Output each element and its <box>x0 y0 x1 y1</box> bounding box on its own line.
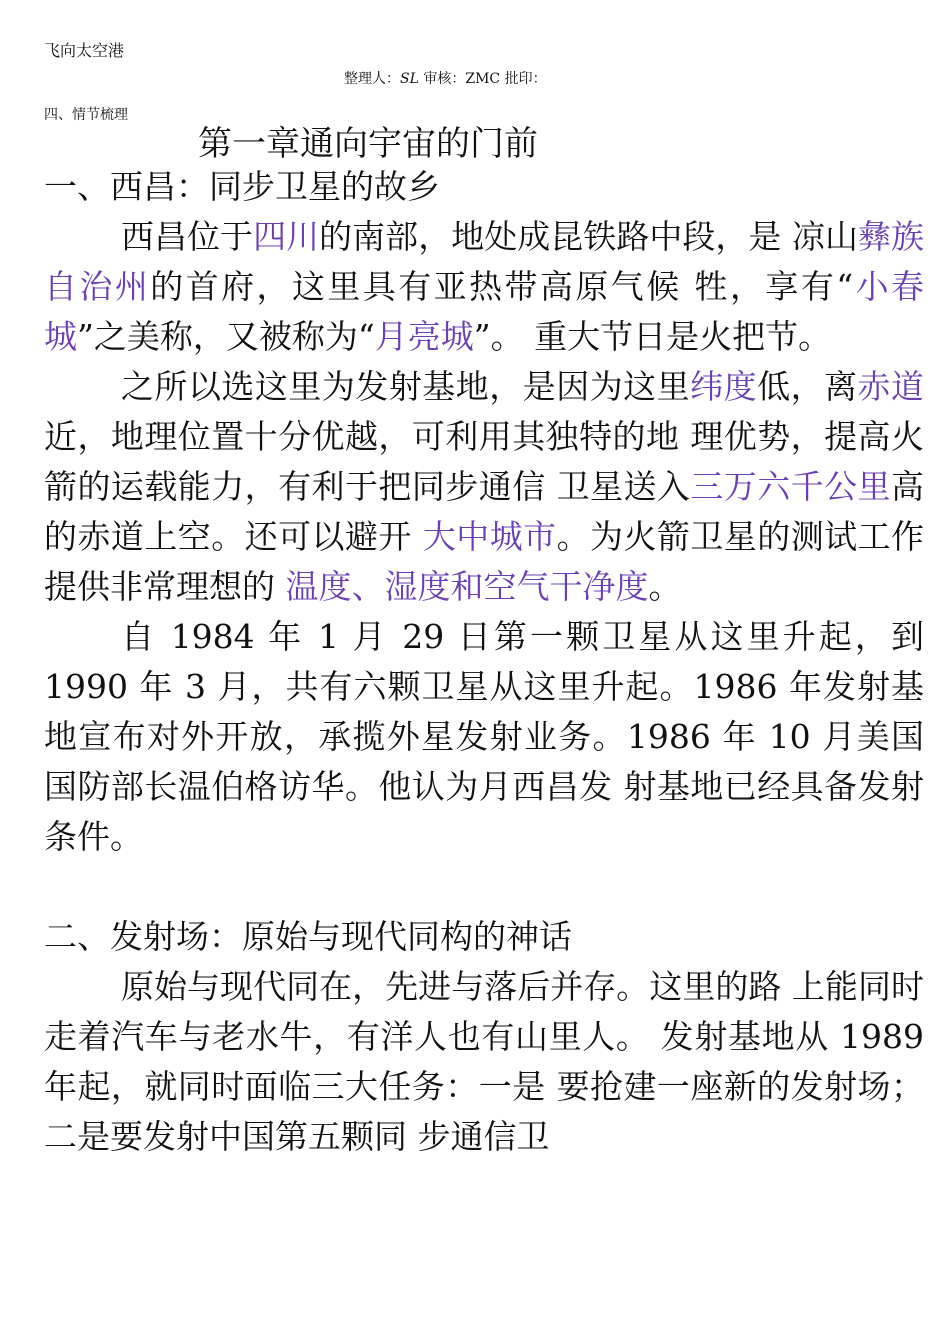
section1-heading: 一、西昌：同步卫星的故乡 <box>44 167 440 206</box>
highlighted-term: 赤道 <box>857 367 925 406</box>
text-run: 。为火箭卫星的测试工作提供非常理想的 <box>44 517 925 606</box>
highlighted-term: 四川 <box>253 217 320 256</box>
highlighted-term: 纬度 <box>690 367 758 406</box>
section2-heading: 二、发射场：原始与现代同构的神话 <box>44 917 572 956</box>
text-run: 低，离 <box>757 367 858 406</box>
section-label: 四、情节梳理 <box>44 107 128 123</box>
editor-meta <box>344 68 547 88</box>
chapter-title: 第一章通向宇宙的门前 <box>198 124 538 164</box>
section1-paragraph-1 <box>44 212 924 362</box>
meta-prefix: 整理人： <box>344 71 400 87</box>
text-run: 的南部，地处成昆铁路中段，是 凉山 <box>319 217 858 256</box>
highlighted-term: 小春城 <box>44 267 925 356</box>
section1-paragraph-3: 自 1984 年 1 月 29 日第一颗卫星从这里升起，到 1990 年 3 月，共有六颗卫星从这里升起。1986 年发射基地宣布对外开放，承揽外星发射业务。1986 年 10 月美国国防部长温伯格访华。他认为月西昌发 射基地已经具备发射条件。 <box>44 617 924 856</box>
text-run: 的首府，这里具有亚热带高原气候 牲，享有“ <box>150 267 854 306</box>
highlighted-term: 三万六千公里 <box>690 467 891 506</box>
highlighted-term: 温度、湿度和空气干净度 <box>285 567 649 606</box>
document-body <box>44 162 924 1162</box>
text-run: ”之美称，又被称为“ <box>77 317 375 356</box>
highlighted-term: 大中城市 <box>422 517 557 556</box>
highlighted-term: 彝族自治州 <box>44 217 925 306</box>
document-title: 飞向太空港 <box>44 41 125 60</box>
text-run: 之所以选这里为发射基地，是因为这里 <box>121 367 691 406</box>
section1-paragraph-2 <box>44 362 924 612</box>
section2-paragraph-1: 原始与现代同在，先进与落后并存。这里的路 上能同时走着汽车与老水牛，有洋人也有山里人。 发射基地从 1989 年起，就同时面临三大任务：一是 要抢建一座新的发射场；二是要发射中国第五颗同 步通信卫 <box>44 967 924 1156</box>
highlighted-term: 月亮城 <box>374 317 474 356</box>
text-run: ”。 重大节日是火把节。 <box>473 317 832 356</box>
text-run: 西昌位于 <box>121 217 254 256</box>
text-run: 近，地理位置十分优越，可利用其独特的地 理优势，提高火箭的运载能力，有利于把同步通信 卫星送入 <box>44 417 924 506</box>
meta-editor: SL <box>400 71 419 87</box>
text-run: 。 <box>648 567 682 606</box>
meta-rest: 审核：ZMC 批印： <box>418 71 547 87</box>
section-spacer <box>44 862 924 912</box>
text-run: 高的赤道上空。还可以避开 <box>44 467 924 556</box>
